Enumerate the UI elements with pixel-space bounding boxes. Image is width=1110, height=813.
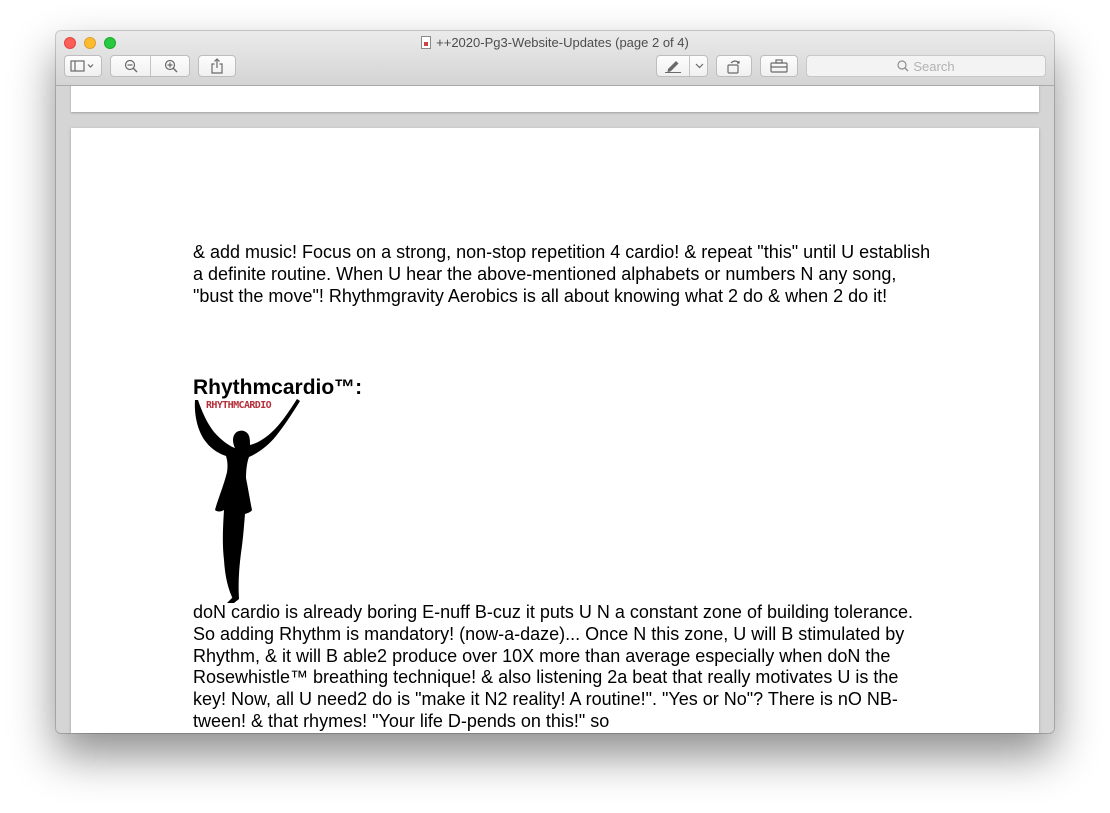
markup-button[interactable] bbox=[657, 56, 689, 76]
rotate-button[interactable] bbox=[716, 55, 752, 77]
document-viewer[interactable] bbox=[56, 86, 1054, 733]
zoom-control bbox=[110, 55, 190, 77]
zoom-out-button[interactable] bbox=[111, 56, 150, 76]
previous-page[interactable] bbox=[71, 86, 1039, 112]
markup-control bbox=[656, 55, 708, 77]
zoom-in-button[interactable] bbox=[151, 56, 190, 76]
figure-label: RHYTHMCARDIO bbox=[206, 400, 272, 411]
document-page[interactable] bbox=[71, 128, 1039, 733]
paragraph-body: doN cardio is already boring E-nuff B-cuz it puts U N a constant zone of building tolerance. So adding Rhythm is mandatory! (now-a-daze)... Once N this zone, U will B stimulated by Rhythm, & it will B able2 produce over 10X more than average especially when doN the Rosewhistle™ breathing technique! & also listening 2a beat that really motivates U is the key! Now, all U need2 do is "make it N2 reality! A routine!". "Yes or No"? There is nO NB-tween! & that rhymes! "Your life D-pends on this!" so bbox=[193, 602, 914, 731]
search-icon bbox=[897, 60, 909, 72]
paragraph-intro: & add music! Focus on a strong, non-stop repetition 4 cardio! & repeat "this" until U establish a definite routine. When U hear the above-mentioned alphabets or numbers N any song, "bust the move"! Rhythmgravity Aerobics is all about knowing what 2 do & when 2 do it! bbox=[193, 242, 931, 306]
section-heading: Rhythmcardio™: bbox=[193, 376, 363, 399]
title-bar[interactable] bbox=[56, 31, 1054, 86]
rotate-icon bbox=[726, 58, 742, 74]
dancer-image bbox=[192, 398, 304, 603]
dancer-silhouette bbox=[192, 398, 304, 603]
preview-window bbox=[56, 31, 1054, 733]
chevron-down-icon bbox=[695, 63, 704, 69]
toolbox-icon bbox=[770, 59, 788, 73]
search-placeholder: Search bbox=[913, 58, 955, 74]
toolbox-button[interactable] bbox=[760, 55, 798, 77]
share-button[interactable] bbox=[198, 55, 236, 77]
zoom-in-icon bbox=[164, 59, 178, 73]
document-icon bbox=[421, 36, 431, 49]
window-title: ++2020-Pg3-Website-Updates (page 2 of 4) bbox=[436, 35, 689, 50]
pen-icon bbox=[664, 59, 682, 73]
window-title-group bbox=[56, 35, 1054, 51]
markup-menu-button[interactable] bbox=[690, 56, 708, 76]
share-icon bbox=[210, 58, 224, 74]
zoom-out-icon bbox=[124, 59, 138, 73]
sidebar-button[interactable] bbox=[64, 55, 102, 77]
search-field[interactable] bbox=[806, 55, 1046, 77]
sidebar-icon bbox=[70, 60, 96, 72]
